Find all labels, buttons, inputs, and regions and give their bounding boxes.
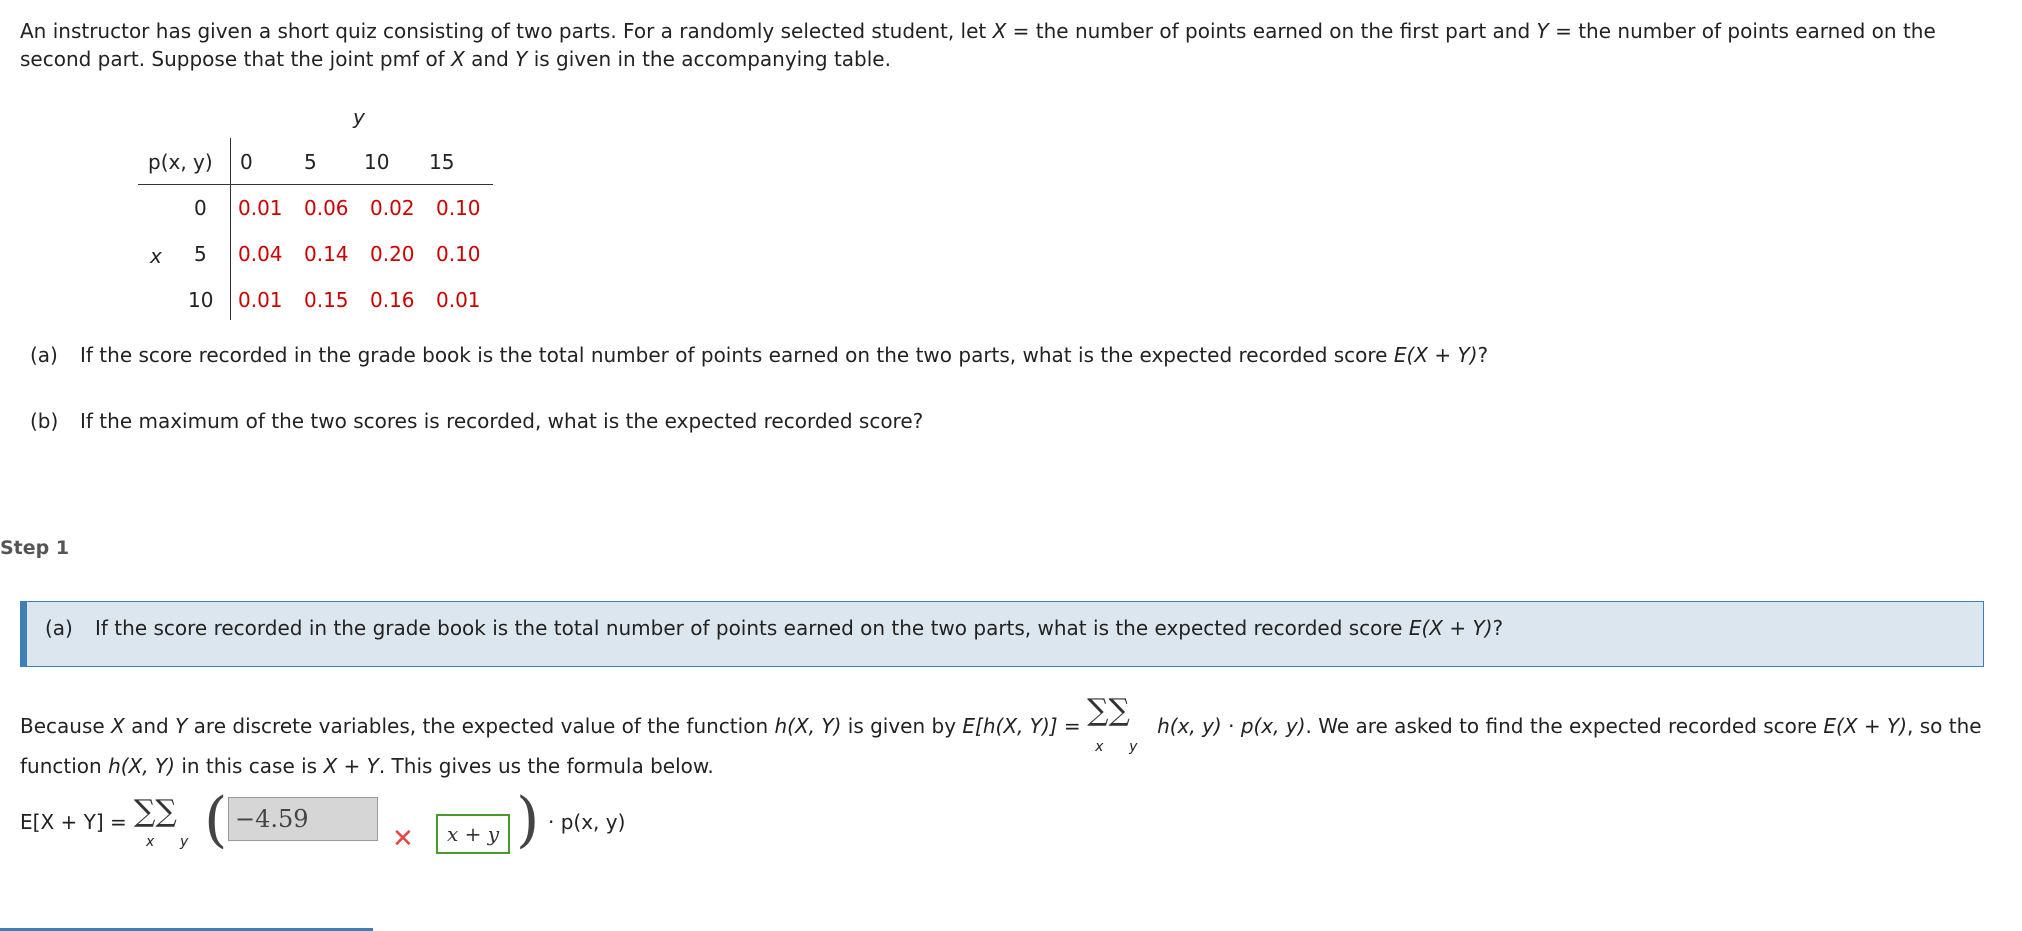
left-paren: ( (204, 785, 228, 855)
sum-symbol: ∑∑ (134, 794, 177, 829)
x-header: 10 (188, 288, 214, 312)
explanation-text: . We are asked to find the expected recorded score (1305, 714, 1824, 738)
table-divider-horizontal (138, 184, 493, 185)
var-x: X (992, 19, 1007, 43)
part-a-end: ? (1477, 343, 1489, 367)
part-a-label: (a) (30, 343, 58, 367)
expected-h: E[h(X, Y)] (962, 714, 1058, 738)
expected-sum: E(X + Y) (1823, 714, 1907, 738)
step-box-text: If the score recorded in the grade book is the total number of points earned on the two parts, what is the expected recorded score (95, 616, 1409, 640)
explanation-text: and (124, 714, 176, 738)
table-cell: 0.14 (304, 242, 349, 266)
explanation-text: are discrete variables, the expected value of the function (187, 714, 775, 738)
equals-sign: = (1057, 714, 1088, 738)
intro-text: = the number of points earned on the (1548, 19, 1936, 43)
column-variable: y (353, 105, 365, 129)
formula-tail: · p(x, y) (548, 810, 626, 834)
part-b-text: If the maximum of the two scores is recorded, what is the expected recorded score? (80, 409, 924, 433)
part-a-text: If the score recorded in the grade book is the total number of points earned on the two parts, what is the expected recorded score (80, 343, 1394, 367)
step-box-label: (a) (45, 616, 73, 640)
var-y: Y (515, 47, 528, 71)
right-paren: ) (516, 785, 540, 855)
sum-subscript-x: x (1095, 739, 1104, 755)
formula-double-sum (134, 794, 214, 854)
table-cell: 0.16 (370, 288, 415, 312)
x-plus-y: X + Y (323, 754, 379, 778)
double-sum (1087, 693, 1157, 755)
x-header: 0 (194, 196, 207, 220)
intro-text: = the number of points earned on the first part and (1006, 19, 1537, 43)
intro-text: second part. Suppose that the joint pmf of (20, 47, 452, 71)
intro-text: An instructor has given a short quiz consisting of two parts. For a randomly selected student, let (20, 19, 993, 43)
step-box-expr: E(X + Y) (1408, 616, 1493, 640)
step-label: Step 1 (0, 537, 70, 559)
explanation-line-1 (20, 693, 1982, 755)
intro-text: is given in the accompanying table. (527, 47, 891, 71)
table-cell: 0.10 (436, 196, 481, 220)
table-cell: 0.10 (436, 242, 481, 266)
sum-subscript-y: y (1129, 739, 1138, 755)
joint-pmf-table (138, 100, 498, 320)
table-cell: 0.01 (436, 288, 481, 312)
incorrect-x-icon: ✕ (392, 824, 414, 854)
y-header: 10 (364, 150, 390, 174)
explanation-line-2 (20, 752, 714, 780)
p-xy: p(x, y) (1240, 714, 1306, 738)
table-cell: 0.20 (370, 242, 415, 266)
step-box-end: ? (1492, 616, 1504, 640)
y-header: 5 (304, 150, 317, 174)
table-cell: 0.01 (238, 288, 283, 312)
part-a-question (30, 341, 1488, 369)
correct-answer-box: x + y (436, 814, 510, 854)
explanation-text: in this case is (174, 754, 324, 778)
y-header: 0 (240, 150, 253, 174)
table-cell: 0.02 (370, 196, 415, 220)
explanation-text: is given by (841, 714, 963, 738)
table-divider-vertical (230, 138, 231, 320)
var-y: Y (1536, 19, 1549, 43)
sum-subscript-x: x (146, 834, 155, 850)
h-xy: h(x, y) (1157, 714, 1222, 738)
explanation-text: Because (20, 714, 112, 738)
explanation-text: , so the (1907, 714, 1982, 738)
table-cell: 0.06 (304, 196, 349, 220)
answer-input[interactable]: −4.59 (228, 797, 378, 841)
part-a-expr: E(X + Y) (1393, 343, 1478, 367)
formula-lhs: E[X + Y] = (20, 810, 127, 834)
sum-symbol: ∑∑ (1087, 693, 1130, 728)
row-variable: x (150, 244, 162, 268)
table-corner-label: p(x, y) (148, 150, 213, 174)
var-x: X (451, 47, 465, 71)
table-cell: 0.15 (304, 288, 349, 312)
part-b-question (30, 407, 923, 435)
h-function: h(X, Y) (108, 754, 175, 778)
intro-text: and (464, 47, 516, 71)
h-function: h(X, Y) (774, 714, 842, 738)
problem-intro (20, 17, 2000, 73)
x-header: 5 (194, 242, 207, 266)
y-header: 15 (429, 150, 455, 174)
var-x: X (111, 714, 125, 738)
var-y: Y (175, 714, 188, 738)
step-question-box (20, 601, 1984, 667)
table-cell: 0.04 (238, 242, 283, 266)
table-cell: 0.01 (238, 196, 283, 220)
explanation-text: . This gives us the formula below. (378, 754, 714, 778)
explanation-text: function (20, 754, 109, 778)
dot: · (1221, 714, 1241, 738)
part-b-label: (b) (30, 409, 59, 433)
sum-subscript-y: y (180, 834, 189, 850)
